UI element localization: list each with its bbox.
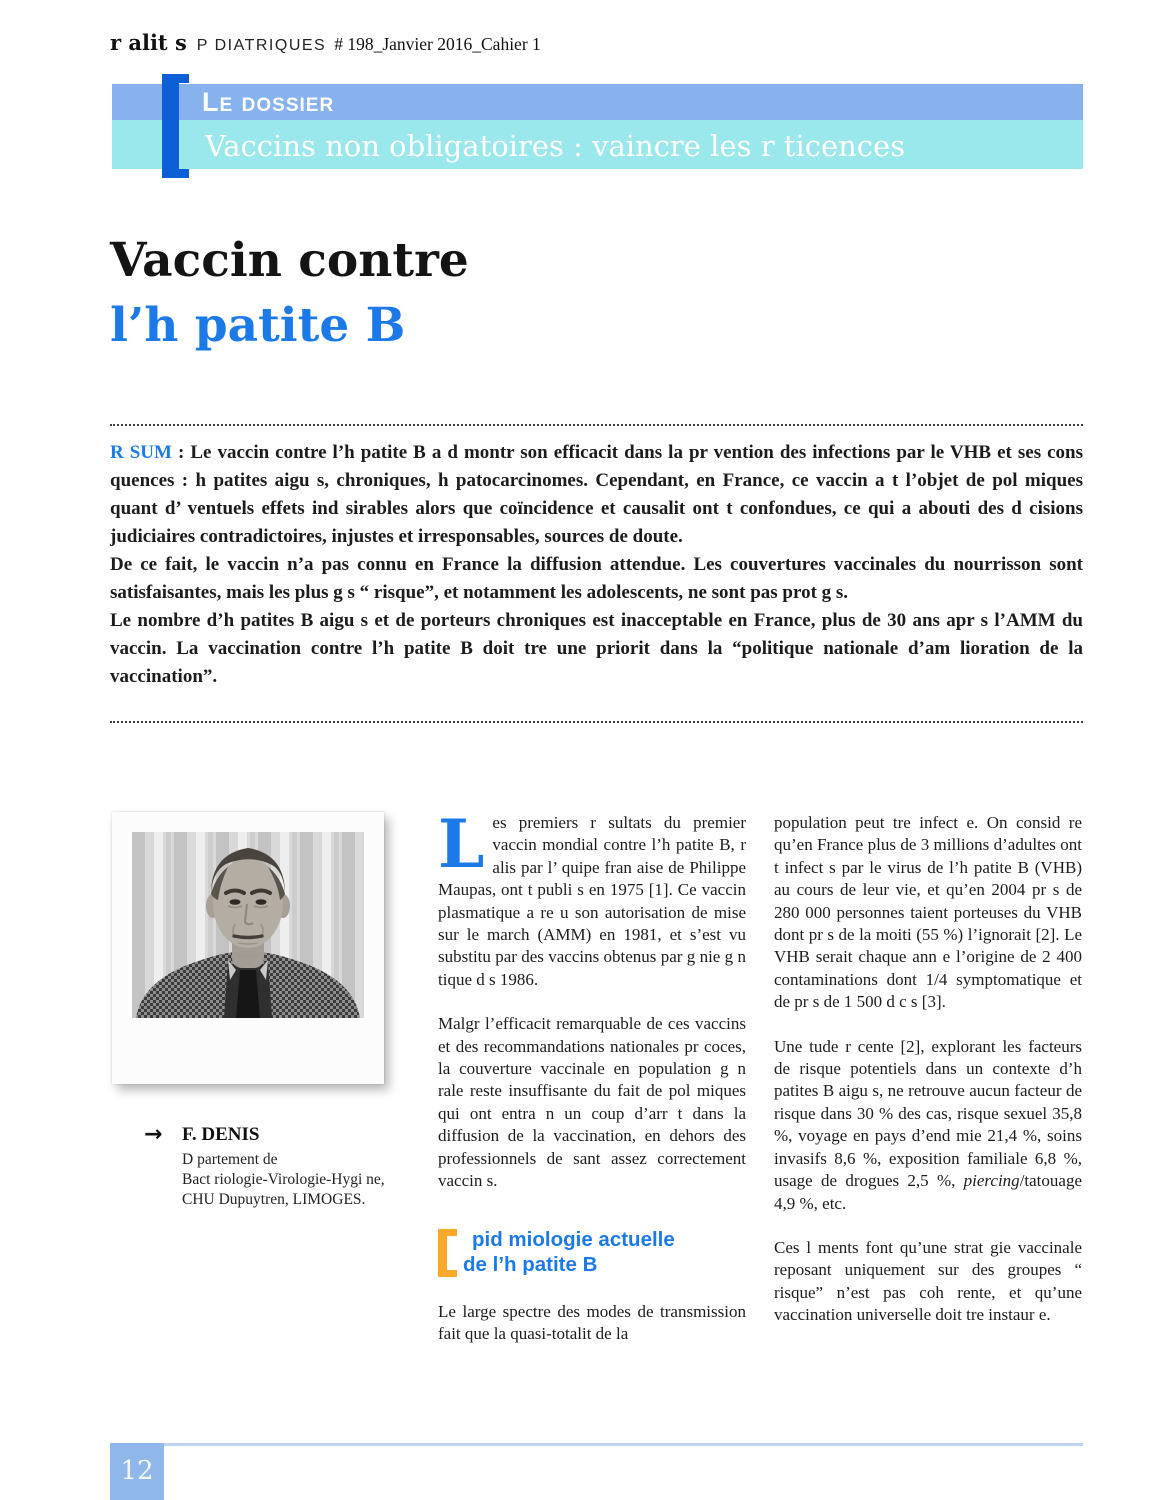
paragraph xyxy=(774,1036,1082,1215)
author-column xyxy=(110,812,410,1367)
author-photo xyxy=(132,832,364,1018)
arrow-icon: → xyxy=(144,1122,161,1147)
orange-bracket-icon xyxy=(438,1229,457,1277)
abstract-colon: : xyxy=(171,442,191,463)
affiliation-line: Bact riologie-Virologie-Hygi ne, xyxy=(182,1171,385,1188)
article-columns xyxy=(110,805,1083,1367)
abstract-paragraph xyxy=(110,439,1083,551)
dropcap: L xyxy=(438,805,485,883)
paragraph: Le large spectre des modes de transmission fait que la quasi-totalit de la xyxy=(438,1301,746,1343)
footer-rule xyxy=(110,1443,1083,1446)
author-name: F. DENIS xyxy=(182,1124,260,1145)
masthead-issue: # 198_Janvier 2016_Cahier 1 xyxy=(334,34,541,54)
abstract-paragraph: De ce fait, le vaccin n’a pas connu en France la diffusion attendue. Les couvertures vaccinales du nourrisson sont satisfaisantes, mais les plus g s “ risque”, et notamment les adolescents, ne sont pas prot g s. xyxy=(110,554,1083,603)
banner-title: Vaccins non obligatoires : vaincre les r ticences xyxy=(205,129,906,163)
affiliation-line: CHU Dupuytren, LIMOGES. xyxy=(182,1191,366,1208)
paragraph: Ces l ments font qu’une strat gie vaccinale reposant uniquement sur des groupes “ risque” n’est pas coh rente, et qu’une vaccination universelle doit tre instaur e. xyxy=(774,1237,1082,1325)
banner-kicker: Le dossier xyxy=(202,87,335,117)
author-block xyxy=(110,1124,410,1210)
paragraph-text: Une tude r cente [2], explorant les facteurs de risque potentiels dans un contexte d’h patites B aigu s, ne retrouve aucun facteur de risque dans 30 % des cas, risque sexuel 35,8 %, voyage en pays d’end mie 21,4 %, soins invasifs 8,6 %, exposition familiale 6,8 %, usage de drogues 2,5 %, xyxy=(774,1036,1082,1191)
paragraph: Malgr l’efficacit remarquable de ces vaccins et des recommandations nationales pr coces, la couverture vaccinale en population g n rale reste insuffisante du fait de pol miques qui ont entra n un coup d’arr t dans la diffusion de la vaccination, en dehors des professionnels de sant assez correctement vaccin s. xyxy=(438,1014,746,1191)
abstract-text: Le vaccin contre l’h patite B a d montr son efficacit dans la pr vention des infections par le VHB et ses cons quences : h patites aigu s, chroniques, h patocarcinomes. Cependant, en France, ce vaccin a t l’objet de pol miques quant d’ ventuels effets ind sirables alors que coïncidence et causalit ont t confondues, ce qui a abouti des d cisions judiciaires contradictoires, injustes et irresponsables, sources de doute. xyxy=(110,442,1083,547)
author-affiliation xyxy=(182,1150,410,1210)
paragraph-text: /tatouage 4,9 %, etc. xyxy=(774,1171,1082,1213)
text-column-middle xyxy=(438,805,746,1367)
abstract-paragraph: Le nombre d’h patites B aigu s et de porteurs chroniques est inacceptable en France, plus de 30 ans apr s l’AMM du vaccin. La vaccination contre l’h patite B doit tre une priorit dans la “politique nationale d’am lioration de la vaccination”. xyxy=(110,610,1083,687)
section-heading-line2: de l’h patite B xyxy=(463,1252,598,1276)
section-heading-line1: pid miologie actuelle xyxy=(472,1227,675,1251)
paragraph xyxy=(438,805,746,991)
blue-bracket-icon xyxy=(162,74,189,178)
text-column-right xyxy=(774,812,1082,1367)
masthead-magazine: P DIATRIQUES xyxy=(196,37,327,54)
section-heading-text xyxy=(463,1227,675,1277)
abstract xyxy=(110,424,1083,723)
masthead-brand: r alit s xyxy=(110,30,187,55)
affiliation-line: D partement de xyxy=(182,1151,278,1168)
page-number-badge: 12 xyxy=(110,1443,164,1500)
paragraph-text-italic: piercing xyxy=(963,1171,1020,1191)
article-title xyxy=(110,228,469,358)
article-title-line2: l’h patite B xyxy=(110,298,406,353)
section-heading xyxy=(438,1227,746,1277)
masthead xyxy=(110,30,541,55)
article-title-line1: Vaccin contre xyxy=(110,233,469,288)
abstract-label: R SUM xyxy=(110,442,172,463)
paragraph-text: es premiers r sultats du premier vaccin mondial contre l’h patite B, r alis par l’ quipe fran aise de Philippe Maupas, ont t publi s en 1975 [1]. Ce vaccin plasmatique a re u son autorisation de mise sur le march (AMM) en 1981, et s’est vu substitu par des vaccins obtenus par g nie g n tique d s 1986. xyxy=(438,813,746,989)
paragraph: population peut tre infect e. On consid re qu’en France plus de 3 millions d’adultes ont t infect s par le virus de l’h patite B (VHB) au cours de leur vie, et qu’en 2004 pr s de 280 000 personnes taient porteuses du VHB dont pr s de la moiti (55 %) l’ignorait [2]. Le VHB serait chaque ann e l’origine de 2 400 contaminations dont 1/4 symptomatique et de pr s de 1 500 d c s [3]. xyxy=(774,813,1082,1012)
author-photo-frame xyxy=(112,812,384,1084)
